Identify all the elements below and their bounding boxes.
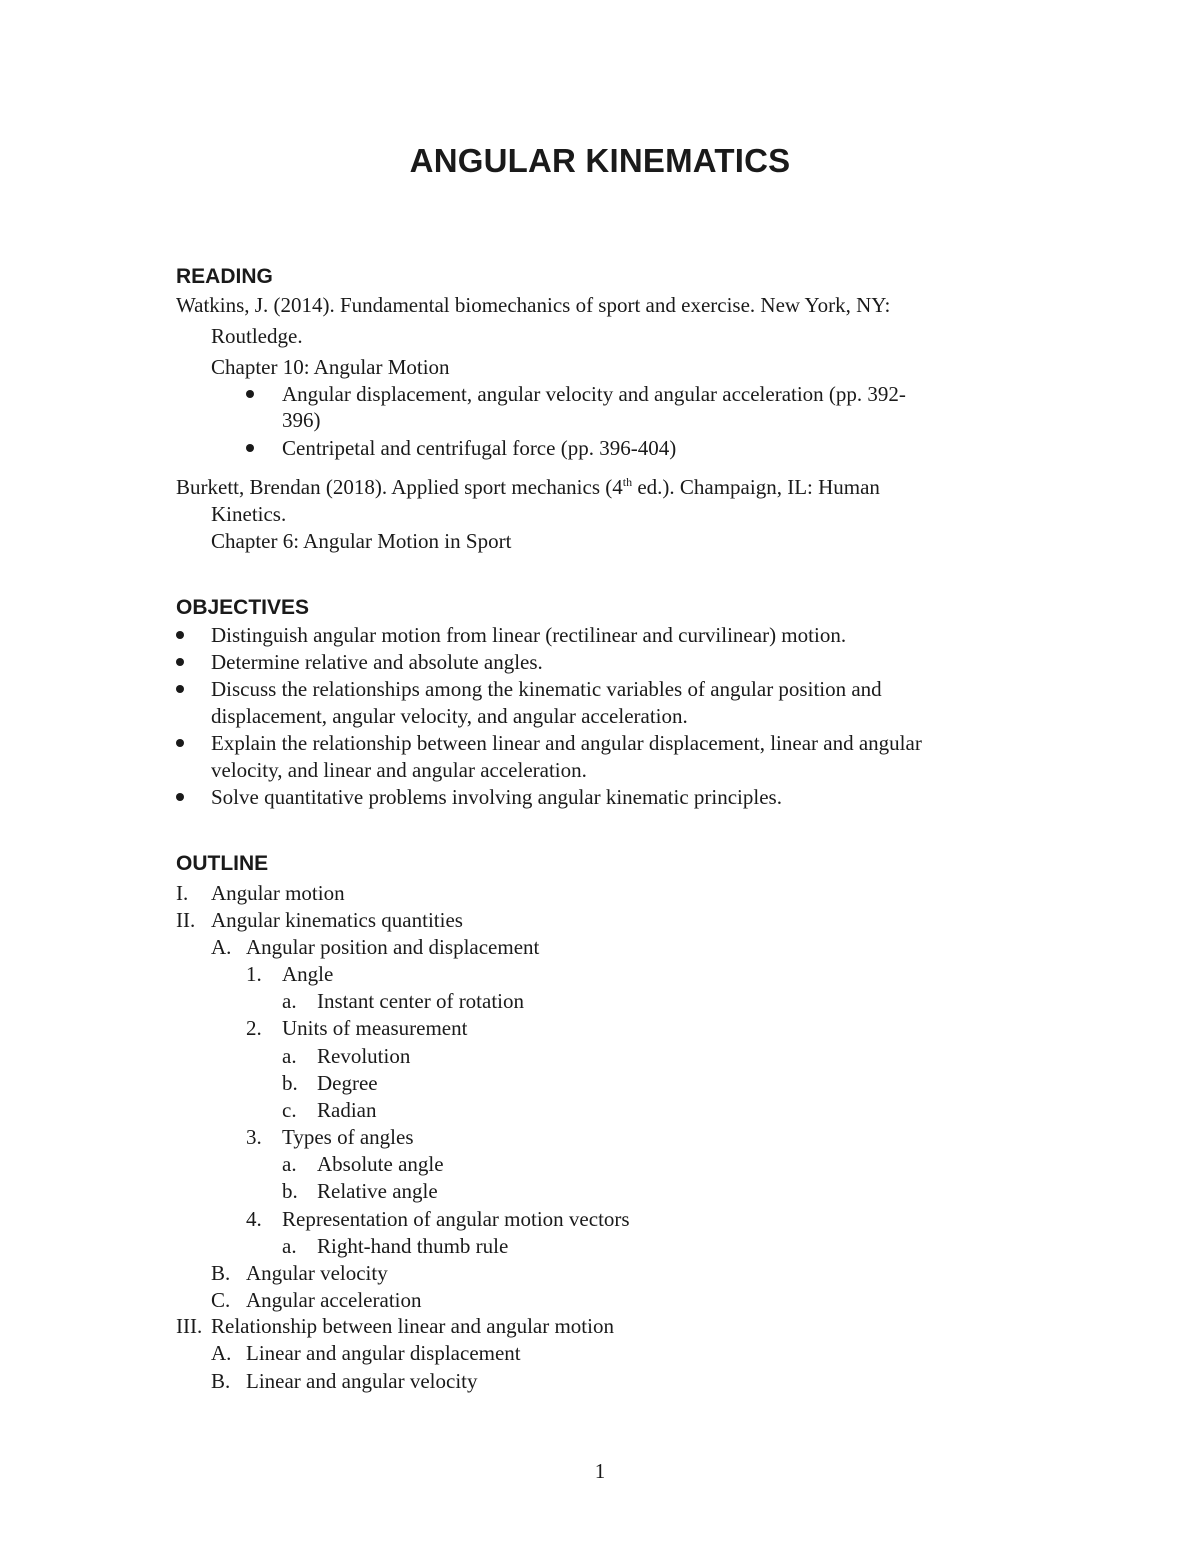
outline-heading: OUTLINE [176,852,269,875]
bullet-icon [176,739,184,747]
bullet-icon [176,685,184,693]
outline-item: Units of measurement [282,1016,468,1040]
watkins-citation-line2: Routledge. [211,324,303,348]
outline-marker: 4. [246,1207,262,1231]
bullet-icon [176,631,184,639]
outline-marker: A. [211,935,232,959]
outline-marker: b. [282,1179,298,1203]
bullet-icon [176,793,184,801]
outline-marker: II. [176,908,196,932]
outline-marker: 2. [246,1016,262,1040]
outline-item: Right-hand thumb rule [317,1234,509,1258]
outline-marker: 3. [246,1125,262,1149]
burkett-ordinal-suffix: th [622,475,633,489]
outline-marker: a. [282,989,297,1013]
watkins-bullet1-line2: 396) [282,408,321,432]
outline-marker: b. [282,1071,298,1095]
outline-item: Angular velocity [246,1261,388,1285]
outline-item: Revolution [317,1044,411,1068]
outline-item: Relative angle [317,1179,438,1203]
burkett-text-b: ed.). Champaign, IL: Human [632,475,880,499]
objective-item-3-line1: Discuss the relationships among the kinematic variables of angular position and [211,677,882,701]
outline-marker: a. [282,1234,297,1258]
watkins-chapter: Chapter 10: Angular Motion [211,355,450,379]
outline-item: Degree [317,1071,378,1095]
watkins-bullet2: Centripetal and centrifugal force (pp. 396-404) [282,436,677,460]
objective-item-2: Determine relative and absolute angles. [211,650,543,674]
document-title: ANGULAR KINEMATICS [409,142,791,179]
objective-item-1: Distinguish angular motion from linear (rectilinear and curvilinear) motion. [211,623,847,647]
reading-heading: READING [176,265,273,288]
outline-item: Representation of angular motion vectors [282,1207,630,1231]
outline-item: Absolute angle [317,1152,444,1176]
outline-item: Relationship between linear and angular motion [211,1314,614,1338]
outline-marker: C. [211,1288,231,1312]
burkett-chapter: Chapter 6: Angular Motion in Sport [211,529,512,553]
outline-marker: a. [282,1044,297,1068]
burkett-citation-line2: Kinetics. [211,502,287,526]
objective-item-4-line2: velocity, and linear and angular acceleration. [211,758,587,782]
watkins-bullet1-line1: Angular displacement, angular velocity and angular acceleration (pp. 392- [282,382,906,406]
outline-item: Linear and angular velocity [246,1369,478,1393]
outline-item: Angular kinematics quantities [211,908,463,932]
outline-marker: c. [282,1098,297,1122]
bullet-icon [246,390,254,398]
outline-marker: III. [176,1314,203,1338]
objectives-heading: OBJECTIVES [176,596,310,619]
outline-marker: 1. [246,962,262,986]
outline-item: Angular position and displacement [246,935,540,959]
outline-item: Angular acceleration [246,1288,422,1312]
outline-marker: a. [282,1152,297,1176]
outline-marker: I. [176,881,189,905]
bullet-icon [176,658,184,666]
outline-marker: B. [211,1261,231,1285]
objective-item-4-line1: Explain the relationship between linear and angular displacement, linear and angular [211,731,922,755]
outline-marker: A. [211,1341,232,1365]
outline-item: Angular motion [211,881,345,905]
bullet-icon [246,444,254,452]
watkins-citation-line1: Watkins, J. (2014). Fundamental biomechanics of sport and exercise. New York, NY: [176,293,891,317]
outline-item: Linear and angular displacement [246,1341,521,1365]
burkett-citation-line1 [176,474,880,500]
outline-item: Radian [317,1098,377,1122]
outline-item: Instant center of rotation [317,989,525,1013]
objective-item-5: Solve quantitative problems involving angular kinematic principles. [211,785,782,809]
burkett-text-a: Burkett, Brendan (2018). Applied sport mechanics (4 [176,475,623,499]
page-number: 1 [594,1459,606,1483]
outline-marker: B. [211,1369,231,1393]
outline-item: Types of angles [282,1125,414,1149]
outline-item: Angle [282,962,334,986]
objective-item-3-line2: displacement, angular velocity, and angular acceleration. [211,704,688,728]
